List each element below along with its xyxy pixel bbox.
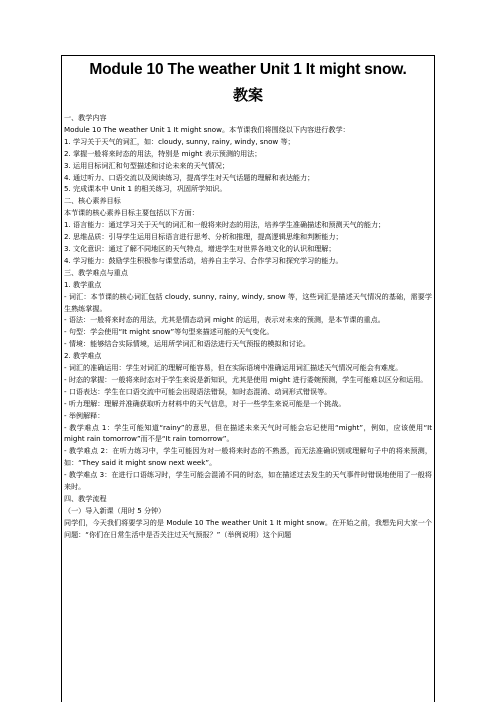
document-title: Module 10 The weather Unit 1 It might snow. bbox=[89, 61, 407, 78]
body-line: - 教学难点 3：在进行口语练习时，学生可能会混淆不同的时态，如在描述过去发生的天气事件时错误地使用了一般将来时。 bbox=[64, 470, 432, 492]
body-line: - 情境：能够结合实际情境，运用所学词汇和语法进行天气预报的模拟和讨论。 bbox=[64, 339, 310, 349]
body-line: 5. 完成课本中 Unit 1 的相关练习，巩固所学知识。 bbox=[64, 184, 227, 194]
document-page bbox=[61, 55, 435, 702]
body-line: 2. 教学难点 bbox=[64, 351, 102, 361]
body-line: 4. 学习能力：鼓励学生积极参与课堂活动，培养自主学习、合作学习和探究学习的能力。 bbox=[64, 255, 343, 265]
body-line: - 口语表达：学生在口语交流中可能会出现语法错误，如时态混淆、动词形式错误等。 bbox=[64, 386, 332, 396]
body-line: - 教学难点 1：学生可能知道“rainy”的意思，但在描述未来天气时可能会忘记使用“might”，例如，应该使用“It might rain tomorrow”而不是“It rain tomorrow”。 bbox=[64, 422, 432, 444]
body-line: - 词汇的准确运用：学生对词汇的理解可能容易，但在实际语境中准确运用词汇描述天气情况可能会有难度。 bbox=[64, 363, 403, 373]
body-line: 1. 学习关于天气的词汇，如：cloudy, sunny, rainy, windy, snow 等； bbox=[64, 136, 295, 146]
body-line: - 教学难点 2：在听力练习中，学生可能因为对一般将来时态的不熟悉，而无法准确识别或理解句子中的将来预测，如：“They said it might snow next week”。 bbox=[64, 446, 432, 468]
body-line: 3. 文化意识：通过了解不同地区的天气特点，增进学生对世界各地文化的认识和理解； bbox=[64, 243, 336, 253]
body-line: 四、教学流程 bbox=[64, 494, 107, 503]
body-line: （一）导入新课（用时 5 分钟） bbox=[64, 505, 166, 515]
body-line: 同学们，今天我们将要学习的是 Module 10 The weather Unit 1 It might snow。在开始之前，我想先问大家一个问题：“你们在日常生活中是否关注过天气预报？”（举例说明）这个问题 bbox=[64, 517, 432, 539]
body-line: 二、核心素养目标 bbox=[64, 196, 121, 206]
body-line: 4. 通过听力、口语交流以及阅读练习，提高学生对天气话题的理解和表达能力； bbox=[64, 172, 315, 182]
document-subtitle: 教案 bbox=[232, 86, 263, 104]
body-line: - 听力理解：理解并准确获取听力材料中的天气信息，对于一些学生来说可能是一个挑战。 bbox=[64, 398, 346, 408]
document-body bbox=[64, 112, 432, 541]
body-line: - 时态的掌握：一般将来时态对于学生来说是新知识，尤其是使用 might 进行委婉预测，学生可能难以区分和运用。 bbox=[64, 374, 428, 384]
body-line: - 句型：学会使用“It might snow”等句型来描述可能的天气变化。 bbox=[64, 327, 274, 337]
body-line: 2. 掌握一般将来时态的用法，特别是 might 表示预测的用法； bbox=[64, 148, 262, 158]
body-line: 2. 思维品质：引导学生运用目标语言进行思考、分析和推理，提高逻辑思维和判断能力； bbox=[64, 232, 343, 242]
body-line: - 语法：一般将来时态的用法，尤其是情态动词 might 的运用，表示对未来的预测，是本节课的重点。 bbox=[64, 315, 385, 325]
body-line: 3. 运用目标词汇和句型描述和讨论未来的天气情况； bbox=[64, 160, 230, 170]
body-line: 一、教学内容 bbox=[64, 113, 107, 122]
body-line: 1. 教学重点 bbox=[64, 279, 102, 289]
body-line: Module 10 The weather Unit 1 It might snow。本节课我们将围绕以下内容进行教学： bbox=[64, 124, 350, 134]
body-line: 三、教学难点与重点 bbox=[64, 267, 128, 277]
body-line: 1. 语言能力：通过学习关于天气的词汇和一般将来时态的用法，培养学生准确描述和预测天气的能力； bbox=[64, 220, 386, 230]
body-line: 本节课的核心素养目标主要包括以下方面： bbox=[64, 208, 199, 218]
body-line: - 举例解释： bbox=[64, 410, 105, 420]
body-line: - 词汇：本节课的核心词汇包括 cloudy, sunny, rainy, windy, snow 等，这些词汇是描述天气情况的基础，需要学生熟练掌握。 bbox=[64, 291, 432, 313]
